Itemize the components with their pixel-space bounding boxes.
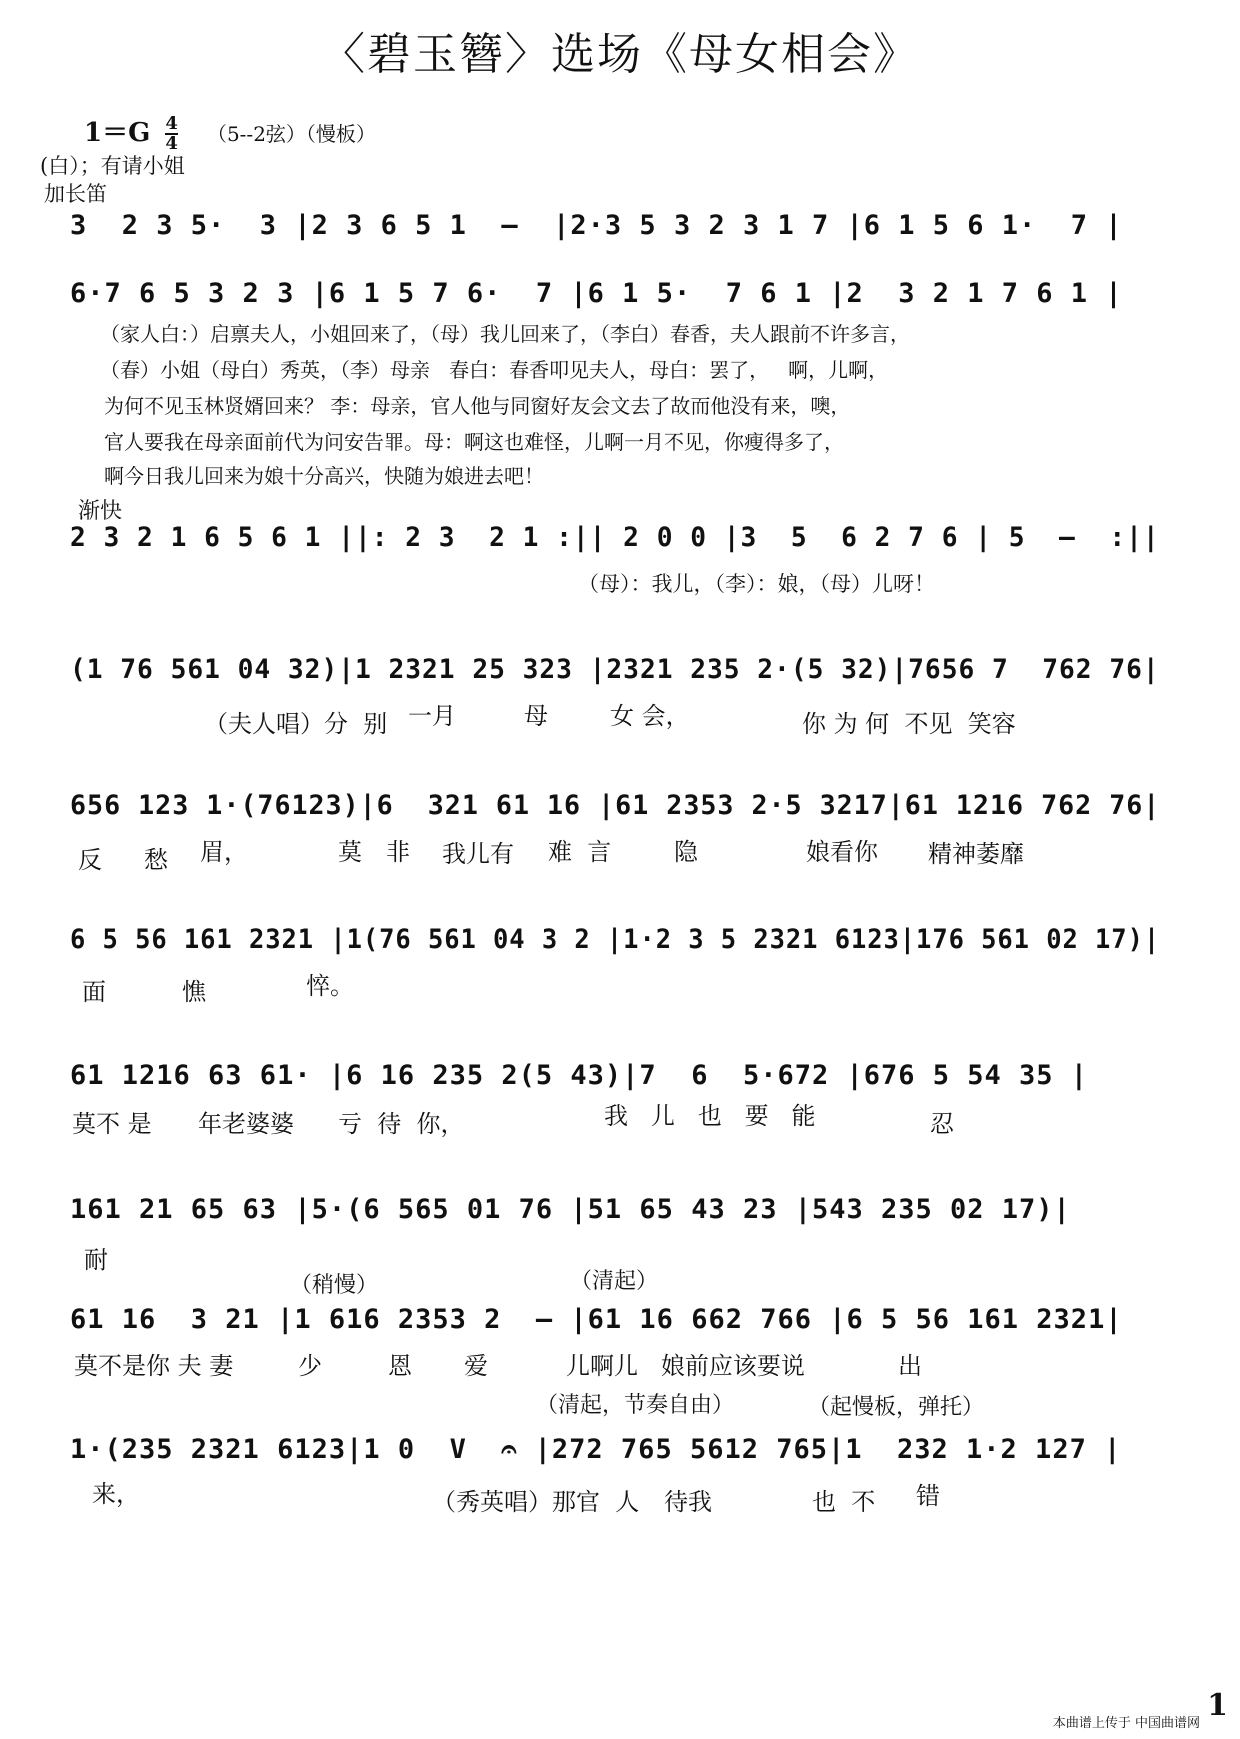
lyric-r10e: 错 — [916, 1482, 940, 1510]
lyric-r9b: 少 — [298, 1352, 322, 1380]
footer-credit: 本曲谱上传于 中国曲谱网 — [1052, 1716, 1200, 1731]
page-number: 1 — [1207, 1688, 1228, 1723]
notes-row-1: 3 2 3 5· 3 |2 3 6 5 1 – |2·3 5 3 2 3 1 7 |6 1 5 6 1· 7 | — [70, 210, 1123, 241]
score-row-6 — [70, 924, 1170, 964]
lyric-r6c: 悴。 — [306, 972, 354, 1000]
lyric-r7d: 我 儿 也 要 能 — [604, 1102, 816, 1130]
score-row-5 — [70, 790, 1170, 830]
time-denominator: 4 — [165, 133, 178, 154]
notes-row-10: 1·(235 2321 6123|1 0 V 𝄐 |272 765 5612 765|1 232 1·2 127 | — [70, 1434, 1122, 1465]
lyric-r7a: 莫不 是 — [72, 1110, 152, 1138]
lyric-r9f: 出 — [898, 1352, 922, 1380]
lyric-r9d: 爱 — [464, 1352, 488, 1380]
notes-row-5: 656 123 1·(76123)|6 321 61 16 |61 2353 2·5 3217|61 1216 762 76| — [70, 790, 1161, 821]
mark-clear-1: （清起） — [570, 1269, 659, 1294]
notes-row-3: 2 3 2 1 6 5 6 1 ||: 2 3 2 1 :|| 2 0 0 |3 5 6 2 7 6 | 5 – :|| — [70, 522, 1160, 553]
accel-marking: 渐快 — [78, 499, 123, 524]
score-row-7 — [70, 1060, 1170, 1100]
spoken-line-3: 为何不见玉林贤婿回来？ 李：母亲，官人他与同窗好友会文去了故而他没有来，噢， — [104, 394, 851, 418]
notes-row-7: 61 1216 63 61· |6 16 235 2(5 43)|7 6 5·672 |676 5 54 35 | — [70, 1060, 1089, 1091]
lyric-r10b: （秀英唱）那官 人 — [432, 1488, 640, 1516]
lyric-r7e: 忍 — [930, 1110, 954, 1138]
notes-row-8: 161 21 65 63 |5·(6 565 01 76 |51 65 43 23 |543 235 02 17)| — [70, 1194, 1071, 1225]
lyric-r7b: 年老婆婆 — [198, 1110, 294, 1138]
score-row-9 — [70, 1304, 1170, 1344]
lyric-r7c: 亏 待 你， — [338, 1110, 465, 1138]
lyric-r5c: 眉， — [200, 838, 248, 866]
lyric-r9e: 儿啊儿 娘前应该要说 — [566, 1352, 805, 1380]
lyric-r5b: 愁 — [144, 846, 168, 874]
lyric-r5f: 我儿有 — [442, 840, 514, 868]
score-row-1 — [70, 210, 1170, 250]
lyric-r5d: 莫 — [338, 838, 362, 866]
lyric-r4d: 女 会， — [610, 702, 690, 730]
mark-clear-2: （清起，节奏自由） — [536, 1393, 735, 1418]
notes-row-2: 6·7 6 5 3 2 3 |6 1 5 7 6· 7 |6 1 5· 7 6 1 |2 3 2 1 7 6 1 | — [70, 278, 1123, 309]
key-tonic: 1＝G — [84, 118, 151, 148]
lyric-r6b: 憔 — [182, 978, 206, 1006]
lyric-r10a: 来， — [92, 1480, 140, 1508]
score-row-3 — [70, 522, 1170, 562]
lyric-r5e: 非 — [386, 838, 410, 866]
lyric-r9c: 恩 — [388, 1352, 412, 1380]
intro-spoken: (白）；有请小姐 — [40, 154, 185, 178]
spoken-line-4: 官人要我在母亲面前代为问安告罪。母：啊这也难怪，儿啊一月不见，你瘦得多了， — [104, 430, 844, 454]
notes-row-4: (1 76 561 04 32)|1 2321 25 323 |2321 235 2·(5 32)|7656 7 762 76| — [70, 654, 1160, 685]
intro-instrument: 加长笛 — [44, 182, 107, 206]
lyric-r6a: 面 — [82, 978, 106, 1006]
score-row-10 — [70, 1434, 1170, 1474]
lyric-r10c: 待我 — [664, 1488, 712, 1516]
spoken-line-1: （家人白：）启禀夫人，小姐回来了，（母）我儿回来了，（李白）春香，夫人跟前不许多言， — [100, 322, 910, 346]
score-row-4 — [70, 654, 1170, 694]
lyric-r5i: 娘看你 — [806, 838, 878, 866]
time-numerator: 4 — [165, 113, 178, 134]
score-row-8 — [70, 1194, 1170, 1234]
lyric-r4a: （夫人唱）分 别 — [204, 710, 388, 738]
time-signature — [165, 115, 178, 153]
lyric-r8a: 耐 — [84, 1246, 108, 1274]
lyric-r5j: 精神萎靡 — [928, 840, 1024, 868]
score-row-2 — [70, 278, 1170, 318]
row-3-lyric: （母）：我儿，（李）：娘，（母）儿呀！ — [578, 572, 935, 596]
lyric-r5g: 难 言 — [548, 838, 612, 866]
notes-row-9: 61 16 3 21 |1 616 2353 2 – |61 16 662 766 |6 5 56 161 2321| — [70, 1304, 1123, 1335]
lyric-r4c: 母 — [524, 702, 548, 730]
tempo-marking: （5--2弦）（慢板） — [206, 122, 376, 146]
notes-row-6: 6 5 56 161 2321 |1(76 561 04 3 2 |1·2 3 5 2321 6123|176 561 02 17)| — [70, 924, 1161, 955]
lyric-r4e: 你 为 何 不见 笑容 — [802, 710, 1016, 738]
spoken-line-2: （春）小姐（母白）秀英，（李）母亲 春白：春香叩见夫人，母白：罢了， 啊，儿啊， — [100, 358, 889, 382]
lyric-r10d: 也 不 — [812, 1488, 876, 1516]
spoken-line-5: 啊今日我儿回来为娘十分高兴，快随为娘进去吧！ — [104, 464, 544, 488]
mark-slow: （稍慢） — [290, 1273, 379, 1298]
key-signature — [84, 112, 376, 153]
lyric-r5a: 反 — [78, 846, 102, 874]
mark-slowplay: （起慢板，弹托） — [808, 1395, 985, 1420]
lyric-r5h: 隐 — [674, 838, 698, 866]
lyric-r9a: 莫不是你 夫 妻 — [74, 1352, 234, 1380]
lyric-r4b: 一月 — [408, 702, 456, 730]
page-title: 〈碧玉簪〉选场《母女相会》 — [321, 29, 919, 80]
